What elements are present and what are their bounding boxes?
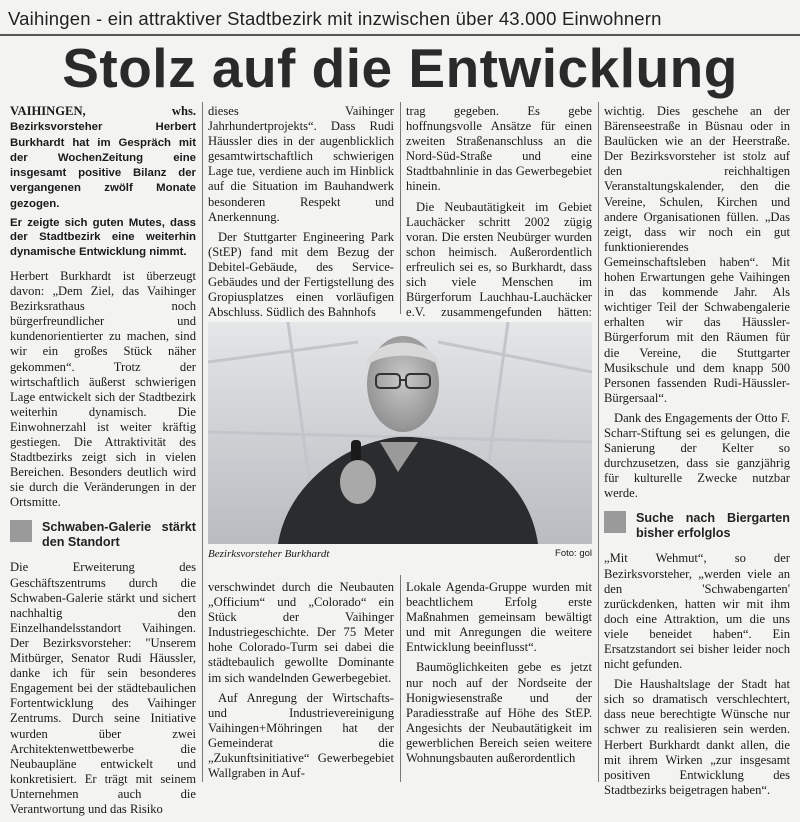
subheading <box>10 520 196 550</box>
photo-image <box>208 322 592 544</box>
body-paragraph: Baumöglichkeiten gebe es jetzt nur noch auf der Nordseite der Honigwiesenstraße und der Paradiesstraße auf Höhe des StEP. Angesichts der Neubautätigkeit im gewerblichen Bereich seien weitere Wohnungsbauten außerordentlich <box>406 660 592 766</box>
body-paragraph: Dank des Engagements der Otto F. Scharr-Stiftung sei es gelungen, die Sanierung der Kelter so durchzusetzen, dass sie ganzjährig für kulturelle Zwecke nutzbar werde. <box>604 410 790 501</box>
body-paragraph: Die Erweiterung des Geschäftszentrums durch die Schwaben-Galerie stärkt und sichert nachhaltig den Einzelhandelsstandort Vaihingen. Der Bezirksvorsteher: "Unserem Mitbürger, Senator Rudi Häussler, danke ich für sein besonderes Engagement bei der städtebaulichen Fortentwicklung des Vaihinger Zentrums. Durch seine Initiative wurden über zwei Architektenwettbewerbe die Neubaupläne entwickelt und konkretisiert. Er trägt mit seinem Unternehmen auch die Verantwortung und das Risiko <box>10 560 196 816</box>
photo-caption: Bezirksvorsteher Burkhardt <box>208 548 330 560</box>
column-separator <box>202 102 203 782</box>
lead-paragraph: Er zeigte sich guten Mutes, dass der Stadtbezirk eine weiterhin dynamische Entwicklung nimmt. <box>10 217 196 258</box>
subheading-marker <box>604 511 626 533</box>
column-2-bottom <box>208 580 394 786</box>
body-paragraph: Lokale Agenda-Gruppe wurden mit beachtlichem Erfolg erste Maßnahmen gemeinsam bewältigt und mit Anregungen die weitere Entwicklung beeinflusst“. <box>406 580 592 655</box>
column-4 <box>604 104 790 803</box>
dateline: VAIHINGEN, whs. <box>10 104 196 118</box>
subheading-marker <box>10 520 32 542</box>
column-3-top <box>406 104 592 340</box>
column-separator <box>598 102 599 782</box>
body-paragraph: Die Haushaltslage der Stadt hat sich so dramatisch verschlechtert, dass neue berechtigte Wünsche nur schwer zu realisieren sein werden. Herbert Burkhardt dankt allen, die mit ihrem Wirken „zur insgesamt positiven Entwicklung des Stadtbezirks beigetragen haben“. <box>604 677 790 797</box>
subheading-text: Schwaben-Galerie stärkt den Standort <box>42 520 196 550</box>
body-paragraph: Auf Anregung der Wirtschafts- und Industrievereinigung Vaihingen+Möhringen hat der Gemeinderat die „Zukunftsinitiative“ Gewerbegebiet Wallgraben in Auf- <box>208 690 394 781</box>
kicker-line: Vaihingen - ein attraktiver Stadtbezirk mit inzwischen über 43.000 Einwohnern <box>8 8 662 29</box>
column-separator <box>400 575 401 782</box>
subheading <box>604 511 790 541</box>
intro-paragraph: Bezirksvorsteher Herbert Burkhardt hat im Gespräch mit der WochenZeitung eine insgesamt positive Bilanz der vergangenen zwölf Monate gezogen. <box>10 121 196 210</box>
column-3-bottom <box>406 580 592 771</box>
top-rule <box>0 34 800 36</box>
headline: Stolz auf die Entwicklung <box>62 37 738 99</box>
column-2-top <box>208 104 394 325</box>
body-paragraph: „Mit Wehmut“, so der Bezirksvorsteher, „werden viele an den 'Schwabengarten' zurückdenken, hatten wir mit ihm doch eine Attraktion, um die uns viele beneidet haben“. Ein Ersatzstandort sei bisher leider noch nicht gefunden. <box>604 551 790 672</box>
body-paragraph: Der Stuttgarter Engineering Park (StEP) fand mit dem Bezug der Debitel-Gebäude, des Service-Gebäudes und der Fertigstellung des Gropiusplatzes einen vorläufigen Abschluss. Südlich des Bahnhofs <box>208 229 394 320</box>
body-paragraph: verschwindet durch die Neubauten „Officium“ und „Colorado“ ein Stück der Vaihinger Industriegeschichte. Der 75 Meter hohe Colorado-Turm sei dabei die städtebaulich gewollte Dominante im sich wandelnden Gewerbegebiet. <box>208 580 394 685</box>
body-paragraph: Herbert Burkhardt ist überzeugt davon: „Dem Ziel, das Vaihinger Bezirksrathaus noch bürgerfreundlicher und kundenorientierter zu machen, sind wir ein großes Stück näher gekommen“. Trotz der wirtschaftlich äußerst schwierigen Lage entwickelt sich der Stadtbezirk weiterhin dynamisch. Die Einwohnerzahl ist weiter kräftig gestiegen. Die Attraktivität des Stadtbezirks zeigt sich in vielen Bereichen. Besonders deutlich wird sie durch die Veränderungen in der Ortsmitte. <box>10 268 196 510</box>
body-paragraph: Die Neubautätigkeit im Gebiet Lauchäcker schritt 2002 zügig voran. Die ersten Neubürger wurden schon heimisch. Außerordentlich erfreulich sei es, so Burkhardt, dass sich viele Menschen im Bürgerforum Lauchhau-Lauchäcker e.V. zusammengefunden hätten: <box>406 199 592 320</box>
body-paragraph: trag gegeben. Es gebe hoffnungsvolle Ansätze für einen zweiten Straßenanschluss an die Nord-Süd-Straße und eine Stadtbahnlinie in das Gewerbegebiet hinein. <box>406 104 592 194</box>
photo-credit: Foto: gol <box>555 548 592 559</box>
body-paragraph: wichtig. Dies geschehe an der Bärenseestraße in Büsnau oder in Baulücken wie an der Heerstraße. Der Bezirksvorsteher ist stolz auf den reichhaltigen Veranstaltungskalender, den die Vereine, Schulen, Kirchen und andere Organisationen füllen. „Das zeigt, dass wir noch ein gut funktionierendes Gemeinschaftsleben haben“. Mit hohen Erwartungen gehe Vaihingen in das kommende Jahr. Als wichtiger Teil der Schwabengalerie erhalten wir das Häussler-Bürgerforum mit den Räumen für die Vereine, die Stuttgarter Musikschule und dem knapp 500 Personen fassenden Rudi-Häussler-Bürgersaal“. <box>604 104 790 405</box>
column-separator <box>400 102 401 314</box>
photo-caption-row <box>208 548 592 560</box>
photo-bezirksvorsteher <box>208 322 592 544</box>
column-1 <box>10 104 196 822</box>
body-paragraph: dieses Vaihinger Jahrhundertprojekts“. Dass Rudi Häussler dies in der augenblicklich gesamtwirtschaftlich schwierigen Lage tue, verdiene auch im Hinblick auf die Situation im Bauhandwerk besonderen Respekt und Anerkennung. <box>208 104 394 224</box>
subheading-text: Suche nach Biergarten bisher erfolglos <box>636 511 790 541</box>
